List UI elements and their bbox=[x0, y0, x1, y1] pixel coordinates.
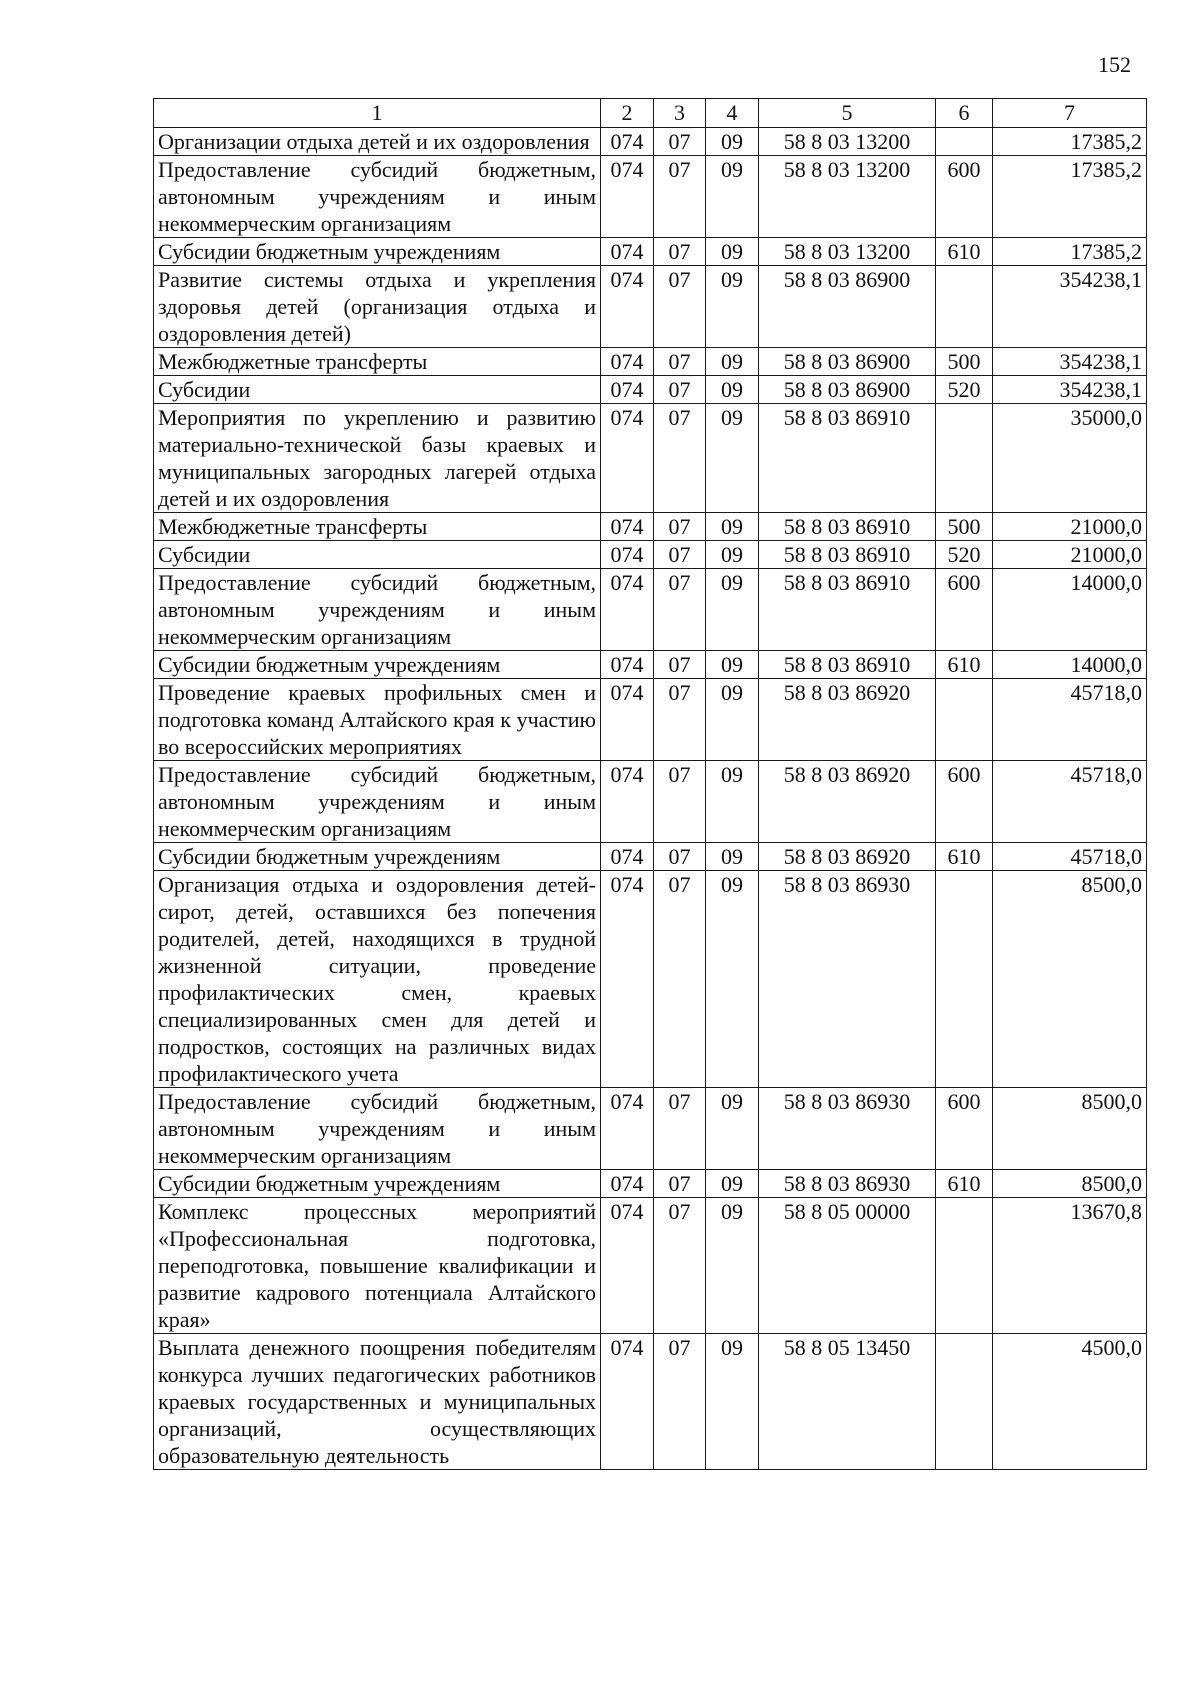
subsection-code: 09 bbox=[706, 651, 759, 679]
section-code: 07 bbox=[654, 843, 706, 871]
amount: 8500,0 bbox=[993, 1170, 1147, 1198]
expense-type-code: 500 bbox=[936, 348, 993, 376]
table-row bbox=[154, 541, 1147, 569]
ministry-code: 074 bbox=[601, 156, 654, 238]
table-row bbox=[154, 266, 1147, 348]
section-code: 07 bbox=[654, 513, 706, 541]
expense-type-code: 610 bbox=[936, 1170, 993, 1198]
header-cell: 4 bbox=[706, 99, 759, 128]
page-number: 152 bbox=[1098, 52, 1131, 77]
expense-name: Организация отдыха и оздоровления детей-сирот, детей, оставшихся без попечения родителей, детей, находящихся в трудной жизненной ситуации, проведение профилактических смен, краевых специализированных смен для детей и подростков, состоящих на различных видах профилактического учета bbox=[154, 871, 601, 1088]
target-article-code: 58 8 03 86910 bbox=[759, 569, 936, 651]
amount: 21000,0 bbox=[993, 541, 1147, 569]
section-code: 07 bbox=[654, 376, 706, 404]
subsection-code: 09 bbox=[706, 128, 759, 156]
subsection-code: 09 bbox=[706, 266, 759, 348]
table-row bbox=[154, 348, 1147, 376]
target-article-code: 58 8 03 86910 bbox=[759, 404, 936, 513]
header-cell: 2 bbox=[601, 99, 654, 128]
section-code: 07 bbox=[654, 404, 706, 513]
subsection-code: 09 bbox=[706, 871, 759, 1088]
section-code: 07 bbox=[654, 266, 706, 348]
section-code: 07 bbox=[654, 541, 706, 569]
amount: 14000,0 bbox=[993, 569, 1147, 651]
target-article-code: 58 8 03 86920 bbox=[759, 679, 936, 761]
subsection-code: 09 bbox=[706, 513, 759, 541]
expense-type-code bbox=[936, 266, 993, 348]
expense-type-code: 610 bbox=[936, 651, 993, 679]
target-article-code: 58 8 03 13200 bbox=[759, 238, 936, 266]
subsection-code: 09 bbox=[706, 156, 759, 238]
ministry-code: 074 bbox=[601, 513, 654, 541]
expense-name: Субсидии бюджетным учреждениям bbox=[154, 843, 601, 871]
subsection-code: 09 bbox=[706, 1198, 759, 1334]
header-cell: 6 bbox=[936, 99, 993, 128]
target-article-code: 58 8 03 86930 bbox=[759, 871, 936, 1088]
expense-name: Субсидии бюджетным учреждениям bbox=[154, 651, 601, 679]
ministry-code: 074 bbox=[601, 761, 654, 843]
section-code: 07 bbox=[654, 238, 706, 266]
ministry-code: 074 bbox=[601, 376, 654, 404]
table-row bbox=[154, 761, 1147, 843]
expense-name: Организации отдыха детей и их оздоровления bbox=[154, 128, 601, 156]
amount: 354238,1 bbox=[993, 266, 1147, 348]
table-row bbox=[154, 128, 1147, 156]
ministry-code: 074 bbox=[601, 651, 654, 679]
table-row bbox=[154, 843, 1147, 871]
section-code: 07 bbox=[654, 1334, 706, 1470]
target-article-code: 58 8 03 86900 bbox=[759, 348, 936, 376]
section-code: 07 bbox=[654, 1088, 706, 1170]
subsection-code: 09 bbox=[706, 679, 759, 761]
expense-type-code: 600 bbox=[936, 156, 993, 238]
amount: 45718,0 bbox=[993, 843, 1147, 871]
ministry-code: 074 bbox=[601, 843, 654, 871]
expense-name: Предоставление субсидий бюджетным, автономным учреждениям и иным некоммерческим организациям bbox=[154, 1088, 601, 1170]
amount: 354238,1 bbox=[993, 376, 1147, 404]
subsection-code: 09 bbox=[706, 1170, 759, 1198]
section-code: 07 bbox=[654, 651, 706, 679]
amount: 21000,0 bbox=[993, 513, 1147, 541]
subsection-code: 09 bbox=[706, 843, 759, 871]
expense-name: Субсидии бюджетным учреждениям bbox=[154, 1170, 601, 1198]
header-row bbox=[154, 99, 1147, 128]
expense-type-code bbox=[936, 128, 993, 156]
section-code: 07 bbox=[654, 761, 706, 843]
expense-type-code: 600 bbox=[936, 761, 993, 843]
table-row bbox=[154, 651, 1147, 679]
amount: 17385,2 bbox=[993, 128, 1147, 156]
target-article-code: 58 8 03 86920 bbox=[759, 761, 936, 843]
table-row bbox=[154, 1198, 1147, 1334]
ministry-code: 074 bbox=[601, 404, 654, 513]
amount: 8500,0 bbox=[993, 871, 1147, 1088]
ministry-code: 074 bbox=[601, 1170, 654, 1198]
expense-name: Предоставление субсидий бюджетным, автономным учреждениям и иным некоммерческим организациям bbox=[154, 761, 601, 843]
expense-name: Предоставление субсидий бюджетным, автономным учреждениям и иным некоммерческим организациям bbox=[154, 569, 601, 651]
section-code: 07 bbox=[654, 348, 706, 376]
subsection-code: 09 bbox=[706, 541, 759, 569]
expense-type-code bbox=[936, 1198, 993, 1334]
ministry-code: 074 bbox=[601, 348, 654, 376]
expense-name: Субсидии bbox=[154, 541, 601, 569]
ministry-code: 074 bbox=[601, 569, 654, 651]
expense-type-code bbox=[936, 679, 993, 761]
ministry-code: 074 bbox=[601, 238, 654, 266]
expense-type-code: 610 bbox=[936, 843, 993, 871]
target-article-code: 58 8 05 00000 bbox=[759, 1198, 936, 1334]
target-article-code: 58 8 03 86910 bbox=[759, 651, 936, 679]
expense-name: Комплекс процессных мероприятий «Профессиональная подготовка, переподготовка, повышение квалификации и развитие кадрового потенциала Алтайского края» bbox=[154, 1198, 601, 1334]
section-code: 07 bbox=[654, 128, 706, 156]
subsection-code: 09 bbox=[706, 404, 759, 513]
expense-name: Выплата денежного поощрения победителям конкурса лучших педагогических работников краевых государственных и муниципальных организаций, осуществляющих образовательную деятельность bbox=[154, 1334, 601, 1470]
section-code: 07 bbox=[654, 569, 706, 651]
table-row bbox=[154, 1170, 1147, 1198]
table-row bbox=[154, 513, 1147, 541]
subsection-code: 09 bbox=[706, 348, 759, 376]
table-row bbox=[154, 238, 1147, 266]
table-row bbox=[154, 404, 1147, 513]
ministry-code: 074 bbox=[601, 1334, 654, 1470]
amount: 13670,8 bbox=[993, 1198, 1147, 1334]
target-article-code: 58 8 05 13450 bbox=[759, 1334, 936, 1470]
expense-name: Предоставление субсидий бюджетным, автономным учреждениям и иным некоммерческим организациям bbox=[154, 156, 601, 238]
target-article-code: 58 8 03 86900 bbox=[759, 266, 936, 348]
amount: 354238,1 bbox=[993, 348, 1147, 376]
ministry-code: 074 bbox=[601, 541, 654, 569]
expense-type-code: 600 bbox=[936, 1088, 993, 1170]
amount: 17385,2 bbox=[993, 156, 1147, 238]
section-code: 07 bbox=[654, 156, 706, 238]
amount: 8500,0 bbox=[993, 1088, 1147, 1170]
header-cell: 5 bbox=[759, 99, 936, 128]
target-article-code: 58 8 03 13200 bbox=[759, 156, 936, 238]
expense-type-code bbox=[936, 404, 993, 513]
header-cell: 3 bbox=[654, 99, 706, 128]
budget-table bbox=[153, 98, 1147, 1470]
expense-name: Субсидии бюджетным учреждениям bbox=[154, 238, 601, 266]
ministry-code: 074 bbox=[601, 1198, 654, 1334]
target-article-code: 58 8 03 86900 bbox=[759, 376, 936, 404]
expense-name: Субсидии bbox=[154, 376, 601, 404]
target-article-code: 58 8 03 86930 bbox=[759, 1088, 936, 1170]
subsection-code: 09 bbox=[706, 569, 759, 651]
expense-type-code bbox=[936, 871, 993, 1088]
table-row bbox=[154, 156, 1147, 238]
table-body bbox=[154, 128, 1147, 1470]
subsection-code: 09 bbox=[706, 761, 759, 843]
subsection-code: 09 bbox=[706, 376, 759, 404]
expense-name: Межбюджетные трансферты bbox=[154, 513, 601, 541]
ministry-code: 074 bbox=[601, 679, 654, 761]
expense-name: Проведение краевых профильных смен и подготовка команд Алтайского края к участию во всероссийских мероприятиях bbox=[154, 679, 601, 761]
expense-name: Развитие системы отдыха и укрепления здоровья детей (организация отдыха и оздоровления детей) bbox=[154, 266, 601, 348]
table-row bbox=[154, 679, 1147, 761]
expense-type-code: 500 bbox=[936, 513, 993, 541]
ministry-code: 074 bbox=[601, 871, 654, 1088]
amount: 17385,2 bbox=[993, 238, 1147, 266]
table-row bbox=[154, 1088, 1147, 1170]
table-row bbox=[154, 376, 1147, 404]
section-code: 07 bbox=[654, 679, 706, 761]
expense-type-code: 610 bbox=[936, 238, 993, 266]
amount: 14000,0 bbox=[993, 651, 1147, 679]
table-row bbox=[154, 871, 1147, 1088]
subsection-code: 09 bbox=[706, 238, 759, 266]
subsection-code: 09 bbox=[706, 1088, 759, 1170]
header-cell: 1 bbox=[154, 99, 601, 128]
amount: 4500,0 bbox=[993, 1334, 1147, 1470]
target-article-code: 58 8 03 86910 bbox=[759, 541, 936, 569]
expense-type-code bbox=[936, 1334, 993, 1470]
header-cell: 7 bbox=[993, 99, 1147, 128]
section-code: 07 bbox=[654, 1198, 706, 1334]
ministry-code: 074 bbox=[601, 1088, 654, 1170]
expense-name: Мероприятия по укреплению и развитию материально-технической базы краевых и муниципальных загородных лагерей отдыха детей и их оздоровления bbox=[154, 404, 601, 513]
table-row bbox=[154, 569, 1147, 651]
subsection-code: 09 bbox=[706, 1334, 759, 1470]
ministry-code: 074 bbox=[601, 128, 654, 156]
ministry-code: 074 bbox=[601, 266, 654, 348]
section-code: 07 bbox=[654, 1170, 706, 1198]
expense-type-code: 600 bbox=[936, 569, 993, 651]
target-article-code: 58 8 03 86920 bbox=[759, 843, 936, 871]
amount: 45718,0 bbox=[993, 679, 1147, 761]
expense-name: Межбюджетные трансферты bbox=[154, 348, 601, 376]
expense-type-code: 520 bbox=[936, 541, 993, 569]
section-code: 07 bbox=[654, 871, 706, 1088]
amount: 35000,0 bbox=[993, 404, 1147, 513]
amount: 45718,0 bbox=[993, 761, 1147, 843]
expense-type-code: 520 bbox=[936, 376, 993, 404]
table-row bbox=[154, 1334, 1147, 1470]
target-article-code: 58 8 03 13200 bbox=[759, 128, 936, 156]
target-article-code: 58 8 03 86910 bbox=[759, 513, 936, 541]
target-article-code: 58 8 03 86930 bbox=[759, 1170, 936, 1198]
